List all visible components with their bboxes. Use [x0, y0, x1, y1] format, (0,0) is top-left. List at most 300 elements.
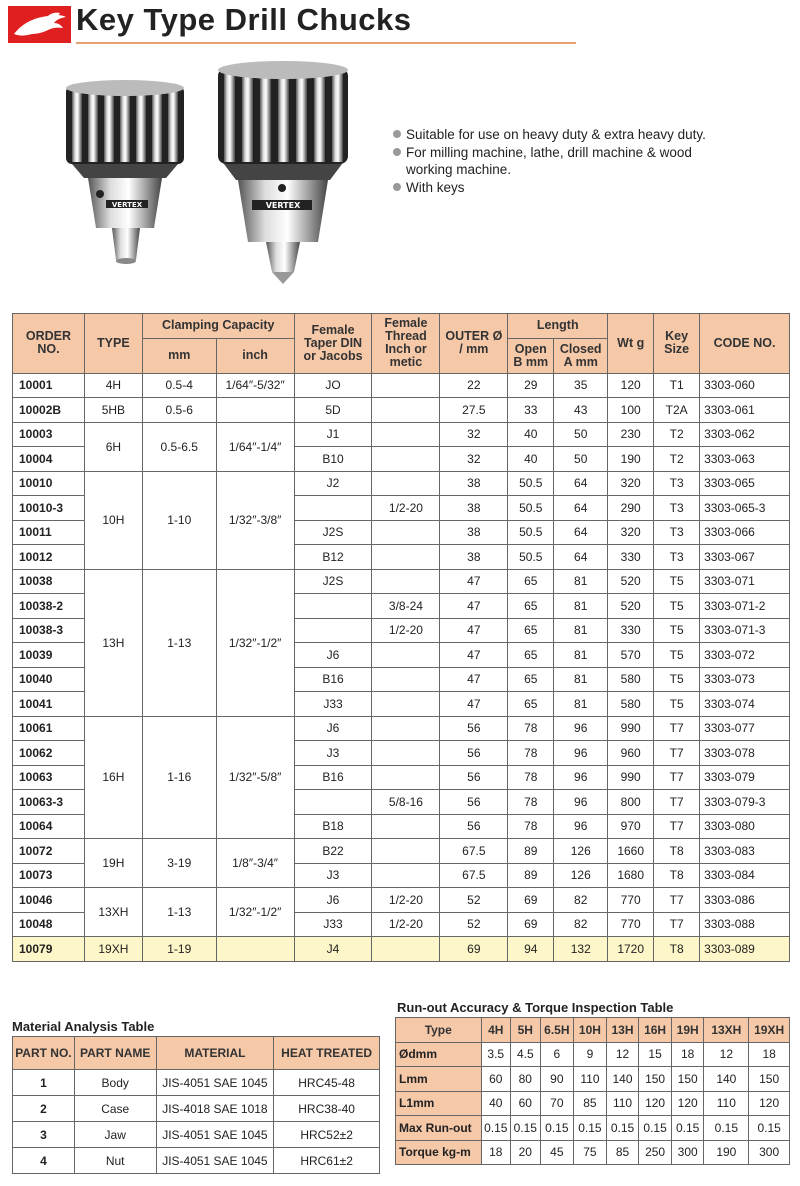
brand-logo: [8, 6, 71, 43]
outer-diameter-cell: 47: [440, 692, 508, 717]
type-cell: 16H: [84, 716, 142, 839]
key-size-cell: T7: [654, 765, 700, 790]
key-size-cell: T7: [654, 912, 700, 937]
clamping-inch-cell: [216, 937, 294, 962]
header-mm: mm: [142, 338, 216, 373]
clamping-mm-cell: 0.5-6: [142, 398, 216, 423]
length-open-cell: 65: [508, 643, 554, 668]
key-size-cell: T5: [654, 667, 700, 692]
row-label-cell: L1mm: [396, 1091, 482, 1116]
female-thread-cell: [372, 839, 440, 864]
order-no-cell: 10010-3: [13, 496, 85, 521]
code-no-cell: 3303-080: [700, 814, 790, 839]
value-cell: 80: [511, 1067, 541, 1092]
row-label-cell: Ødmm: [396, 1042, 482, 1067]
material-analysis-table: [12, 1036, 380, 1174]
value-cell: 0.15: [511, 1116, 541, 1141]
order-no-cell: 10064: [13, 814, 85, 839]
weight-cell: 520: [608, 594, 654, 619]
type-header-cell: 6.5H: [540, 1018, 574, 1043]
header-female-thread: Female Thread Inch or metic: [372, 314, 440, 374]
value-cell: 12: [704, 1042, 749, 1067]
length-closed-cell: 126: [554, 839, 608, 864]
length-closed-cell: 82: [554, 888, 608, 913]
table-row: [13, 1070, 380, 1096]
length-closed-cell: 64: [554, 496, 608, 521]
code-no-cell: 3303-066: [700, 520, 790, 545]
header-heat-treated: HEAT TREATED: [274, 1037, 380, 1070]
table-row: [13, 1096, 380, 1122]
length-closed-cell: 96: [554, 814, 608, 839]
weight-cell: 770: [608, 888, 654, 913]
key-size-cell: T3: [654, 520, 700, 545]
feature-item-continuation: working machine.: [406, 162, 512, 177]
code-no-cell: 3303-063: [700, 447, 790, 472]
outer-diameter-cell: 32: [440, 422, 508, 447]
code-no-cell: 3303-067: [700, 545, 790, 570]
length-open-cell: 94: [508, 937, 554, 962]
female-thread-cell: 1/2-20: [372, 618, 440, 643]
weight-cell: 960: [608, 741, 654, 766]
code-no-cell: 3303-077: [700, 716, 790, 741]
type-cell: 13XH: [84, 888, 142, 937]
value-cell: 0.15: [671, 1116, 704, 1141]
heat-treated-cell: HRC52±2: [274, 1122, 380, 1148]
weight-cell: 230: [608, 422, 654, 447]
female-thread-cell: [372, 447, 440, 472]
length-closed-cell: 50: [554, 447, 608, 472]
female-thread-cell: [372, 643, 440, 668]
outer-diameter-cell: 32: [440, 447, 508, 472]
outer-diameter-cell: 69: [440, 937, 508, 962]
length-closed-cell: 132: [554, 937, 608, 962]
length-open-cell: 65: [508, 667, 554, 692]
part-no-cell: 2: [13, 1096, 75, 1122]
value-cell: 85: [606, 1140, 639, 1165]
value-cell: 110: [574, 1067, 607, 1092]
code-no-cell: 3303-072: [700, 643, 790, 668]
header-type: Type: [396, 1018, 482, 1043]
length-open-cell: 40: [508, 447, 554, 472]
type-header-cell: 4H: [481, 1018, 511, 1043]
outer-diameter-cell: 67.5: [440, 839, 508, 864]
female-thread-cell: [372, 937, 440, 962]
order-no-cell: 10003: [13, 422, 85, 447]
outer-diameter-cell: 22: [440, 373, 508, 398]
outer-diameter-cell: 47: [440, 594, 508, 619]
value-cell: 0.15: [481, 1116, 511, 1141]
length-closed-cell: 96: [554, 716, 608, 741]
outer-diameter-cell: 56: [440, 741, 508, 766]
table-row: [13, 471, 790, 496]
length-closed-cell: 43: [554, 398, 608, 423]
clamping-inch-cell: 1/32″-3/8″: [216, 471, 294, 569]
female-taper-cell: J2S: [294, 569, 372, 594]
clamping-inch-cell: 1/64″-1/4″: [216, 422, 294, 471]
value-cell: 150: [749, 1067, 790, 1092]
type-cell: 5HB: [84, 398, 142, 423]
key-size-cell: T2: [654, 422, 700, 447]
value-cell: 60: [481, 1067, 511, 1092]
header-clamping-capacity: Clamping Capacity: [142, 314, 294, 339]
length-closed-cell: 81: [554, 569, 608, 594]
page-title: Key Type Drill Chucks: [76, 2, 412, 37]
outer-diameter-cell: 38: [440, 545, 508, 570]
weight-cell: 330: [608, 618, 654, 643]
part-name-cell: Nut: [74, 1148, 156, 1174]
order-no-cell: 10040: [13, 667, 85, 692]
female-taper-cell: J6: [294, 716, 372, 741]
vertex-logo-text: VERTEX: [111, 201, 143, 209]
code-no-cell: 3303-062: [700, 422, 790, 447]
weight-cell: 570: [608, 643, 654, 668]
female-taper-cell: J6: [294, 643, 372, 668]
female-taper-cell: B16: [294, 667, 372, 692]
material-cell: JIS-4051 SAE 1045: [156, 1122, 274, 1148]
value-cell: 140: [704, 1067, 749, 1092]
row-label-cell: Lmm: [396, 1067, 482, 1092]
code-no-cell: 3303-086: [700, 888, 790, 913]
length-closed-cell: 35: [554, 373, 608, 398]
code-no-cell: 3303-084: [700, 863, 790, 888]
clamping-mm-cell: 1-13: [142, 888, 216, 937]
outer-diameter-cell: 56: [440, 790, 508, 815]
length-closed-cell: 96: [554, 765, 608, 790]
header-type: TYPE: [84, 314, 142, 374]
key-size-cell: T3: [654, 496, 700, 521]
female-thread-cell: [372, 422, 440, 447]
code-no-cell: 3303-073: [700, 667, 790, 692]
weight-cell: 190: [608, 447, 654, 472]
length-closed-cell: 64: [554, 545, 608, 570]
code-no-cell: 3303-065-3: [700, 496, 790, 521]
female-taper-cell: J4: [294, 937, 372, 962]
feature-item: Suitable for use on heavy duty & extra heavy duty.: [393, 126, 706, 144]
key-size-cell: T3: [654, 471, 700, 496]
part-no-cell: 4: [13, 1148, 75, 1174]
female-thread-cell: [372, 373, 440, 398]
length-open-cell: 65: [508, 618, 554, 643]
key-size-cell: T7: [654, 741, 700, 766]
table-row: [13, 716, 790, 741]
clamping-mm-cell: 3-19: [142, 839, 216, 888]
length-open-cell: 50.5: [508, 471, 554, 496]
weight-cell: 580: [608, 667, 654, 692]
type-header-cell: 13XH: [704, 1018, 749, 1043]
value-cell: 12: [606, 1042, 639, 1067]
female-taper-cell: 5D: [294, 398, 372, 423]
female-thread-cell: 5/8-16: [372, 790, 440, 815]
length-closed-cell: 81: [554, 667, 608, 692]
clamping-inch-cell: 1/32″-1/2″: [216, 569, 294, 716]
part-name-cell: Case: [74, 1096, 156, 1122]
spec-table-body: [13, 373, 790, 961]
key-size-cell: T3: [654, 545, 700, 570]
order-no-cell: 10004: [13, 447, 85, 472]
row-label-cell: Torque kg-m: [396, 1140, 482, 1165]
female-taper-cell: B22: [294, 839, 372, 864]
order-no-cell: 10038: [13, 569, 85, 594]
key-size-cell: T2A: [654, 398, 700, 423]
value-cell: 120: [671, 1091, 704, 1116]
length-open-cell: 89: [508, 863, 554, 888]
title-underline: [76, 42, 576, 44]
value-cell: 9: [574, 1042, 607, 1067]
female-taper-cell: JO: [294, 373, 372, 398]
outer-diameter-cell: 52: [440, 912, 508, 937]
length-closed-cell: 50: [554, 422, 608, 447]
value-cell: 110: [704, 1091, 749, 1116]
header-closed: Closed A mm: [554, 338, 608, 373]
female-taper-cell: B16: [294, 765, 372, 790]
code-no-cell: 3303-065: [700, 471, 790, 496]
outer-diameter-cell: 27.5: [440, 398, 508, 423]
value-cell: 110: [606, 1091, 639, 1116]
feature-item: For milling machine, lathe, drill machine & wood: [393, 144, 706, 162]
female-thread-cell: 1/2-20: [372, 912, 440, 937]
female-taper-cell: J2S: [294, 520, 372, 545]
runout-table-title: Run-out Accuracy & Torque Inspection Table: [397, 1000, 674, 1015]
table-row: [396, 1042, 790, 1067]
female-taper-cell: [294, 594, 372, 619]
outer-diameter-cell: 52: [440, 888, 508, 913]
header-length: Length: [508, 314, 608, 339]
table-row: [13, 888, 790, 913]
header-weight: Wt g: [608, 314, 654, 374]
table-row: [13, 373, 790, 398]
value-cell: 60: [511, 1091, 541, 1116]
weight-cell: 320: [608, 471, 654, 496]
length-open-cell: 78: [508, 814, 554, 839]
weight-cell: 1720: [608, 937, 654, 962]
order-no-cell: 10079: [13, 937, 85, 962]
clamping-mm-cell: 1-10: [142, 471, 216, 569]
outer-diameter-cell: 56: [440, 765, 508, 790]
order-no-cell: 10002B: [13, 398, 85, 423]
female-taper-cell: [294, 790, 372, 815]
value-cell: 0.15: [606, 1116, 639, 1141]
weight-cell: 970: [608, 814, 654, 839]
order-no-cell: 10010: [13, 471, 85, 496]
weight-cell: 990: [608, 765, 654, 790]
female-taper-cell: B12: [294, 545, 372, 570]
length-closed-cell: 96: [554, 741, 608, 766]
value-cell: 0.15: [639, 1116, 672, 1141]
order-no-cell: 10001: [13, 373, 85, 398]
value-cell: 18: [481, 1140, 511, 1165]
row-label-cell: Max Run-out: [396, 1116, 482, 1141]
material-table-body: [13, 1070, 380, 1174]
length-open-cell: 29: [508, 373, 554, 398]
type-header-cell: 19XH: [749, 1018, 790, 1043]
length-open-cell: 65: [508, 594, 554, 619]
material-cell: JIS-4051 SAE 1045: [156, 1148, 274, 1174]
weight-cell: 1660: [608, 839, 654, 864]
order-no-cell: 10073: [13, 863, 85, 888]
header-order-no: ORDER NO.: [13, 314, 85, 374]
code-no-cell: 3303-079: [700, 765, 790, 790]
female-thread-cell: [372, 471, 440, 496]
type-cell: 19XH: [84, 937, 142, 962]
key-size-cell: T5: [654, 569, 700, 594]
vertex-logo-text: VERTEX: [265, 201, 301, 210]
clamping-mm-cell: 1-16: [142, 716, 216, 839]
table-row: [396, 1067, 790, 1092]
length-open-cell: 78: [508, 790, 554, 815]
value-cell: 75: [574, 1140, 607, 1165]
value-cell: 300: [749, 1140, 790, 1165]
code-no-cell: 3303-088: [700, 912, 790, 937]
order-no-cell: 10061: [13, 716, 85, 741]
table-row: [13, 398, 790, 423]
weight-cell: 580: [608, 692, 654, 717]
female-thread-cell: [372, 863, 440, 888]
outer-diameter-cell: 47: [440, 667, 508, 692]
value-cell: 120: [639, 1091, 672, 1116]
table-row: [396, 1140, 790, 1165]
value-cell: 45: [540, 1140, 574, 1165]
weight-cell: 1680: [608, 863, 654, 888]
header-open: Open B mm: [508, 338, 554, 373]
weight-cell: 290: [608, 496, 654, 521]
header-material: MATERIAL: [156, 1037, 274, 1070]
type-cell: 19H: [84, 839, 142, 888]
length-open-cell: 65: [508, 569, 554, 594]
length-open-cell: 50.5: [508, 545, 554, 570]
material-cell: JIS-4018 SAE 1018: [156, 1096, 274, 1122]
outer-diameter-cell: 47: [440, 643, 508, 668]
length-open-cell: 50.5: [508, 496, 554, 521]
female-thread-cell: [372, 545, 440, 570]
key-size-cell: T8: [654, 863, 700, 888]
clamping-mm-cell: 1-13: [142, 569, 216, 716]
length-open-cell: 89: [508, 839, 554, 864]
table-row: [13, 937, 790, 962]
value-cell: 150: [639, 1067, 672, 1092]
header-female-taper: Female Taper DIN or Jacobs: [294, 314, 372, 374]
order-no-cell: 10048: [13, 912, 85, 937]
clamping-mm-cell: 0.5-4: [142, 373, 216, 398]
value-cell: 18: [671, 1042, 704, 1067]
clamping-inch-cell: 1/8″-3/4″: [216, 839, 294, 888]
order-no-cell: 10072: [13, 839, 85, 864]
length-open-cell: 40: [508, 422, 554, 447]
key-size-cell: T1: [654, 373, 700, 398]
length-open-cell: 78: [508, 716, 554, 741]
clamping-inch-cell: 1/32″-5/8″: [216, 716, 294, 839]
value-cell: 250: [639, 1140, 672, 1165]
length-closed-cell: 64: [554, 520, 608, 545]
value-cell: 40: [481, 1091, 511, 1116]
weight-cell: 120: [608, 373, 654, 398]
feature-list: [393, 126, 706, 196]
header-part-name: PART NAME: [74, 1037, 156, 1070]
table-row: [13, 1122, 380, 1148]
heat-treated-cell: HRC61±2: [274, 1148, 380, 1174]
length-open-cell: 69: [508, 912, 554, 937]
order-no-cell: 10038-3: [13, 618, 85, 643]
female-thread-cell: [372, 569, 440, 594]
weight-cell: 330: [608, 545, 654, 570]
length-open-cell: 50.5: [508, 520, 554, 545]
weight-cell: 100: [608, 398, 654, 423]
length-closed-cell: 126: [554, 863, 608, 888]
value-cell: 70: [540, 1091, 574, 1116]
length-open-cell: 78: [508, 741, 554, 766]
outer-diameter-cell: 47: [440, 618, 508, 643]
type-header-cell: 10H: [574, 1018, 607, 1043]
order-no-cell: 10046: [13, 888, 85, 913]
female-thread-cell: [372, 398, 440, 423]
value-cell: 300: [671, 1140, 704, 1165]
value-cell: 20: [511, 1140, 541, 1165]
key-size-cell: T7: [654, 790, 700, 815]
female-thread-cell: [372, 520, 440, 545]
female-taper-cell: J6: [294, 888, 372, 913]
value-cell: 18: [749, 1042, 790, 1067]
code-no-cell: 3303-071: [700, 569, 790, 594]
drill-chuck-large-image: [214, 60, 356, 286]
clamping-mm-cell: 0.5-6.5: [142, 422, 216, 471]
order-no-cell: 10041: [13, 692, 85, 717]
female-taper-cell: J3: [294, 863, 372, 888]
outer-diameter-cell: 38: [440, 520, 508, 545]
order-no-cell: 10038-2: [13, 594, 85, 619]
value-cell: 85: [574, 1091, 607, 1116]
length-closed-cell: 96: [554, 790, 608, 815]
type-header-cell: 5H: [511, 1018, 541, 1043]
material-table-title: Material Analysis Table: [12, 1019, 155, 1034]
header-outer: OUTER Ø / mm: [440, 314, 508, 374]
value-cell: 150: [671, 1067, 704, 1092]
clamping-inch-cell: 1/32″-1/2″: [216, 888, 294, 937]
value-cell: 190: [704, 1140, 749, 1165]
value-cell: 3.5: [481, 1042, 511, 1067]
value-cell: 0.15: [704, 1116, 749, 1141]
order-no-cell: 10063-3: [13, 790, 85, 815]
type-header-cell: 19H: [671, 1018, 704, 1043]
outer-diameter-cell: 38: [440, 471, 508, 496]
key-size-cell: T7: [654, 888, 700, 913]
female-taper-cell: J2: [294, 471, 372, 496]
drill-chuck-spec-table: [12, 313, 790, 962]
code-no-cell: 3303-060: [700, 373, 790, 398]
table-row: [396, 1116, 790, 1141]
female-taper-cell: B18: [294, 814, 372, 839]
type-header-cell: 13H: [606, 1018, 639, 1043]
outer-diameter-cell: 47: [440, 569, 508, 594]
length-closed-cell: 64: [554, 471, 608, 496]
type-cell: 4H: [84, 373, 142, 398]
table-row: [396, 1091, 790, 1116]
order-no-cell: 10012: [13, 545, 85, 570]
code-no-cell: 3303-061: [700, 398, 790, 423]
key-size-cell: T8: [654, 839, 700, 864]
type-cell: 6H: [84, 422, 142, 471]
value-cell: 0.15: [574, 1116, 607, 1141]
outer-diameter-cell: 67.5: [440, 863, 508, 888]
length-closed-cell: 82: [554, 912, 608, 937]
key-size-cell: T5: [654, 643, 700, 668]
type-header-cell: 16H: [639, 1018, 672, 1043]
weight-cell: 800: [608, 790, 654, 815]
clamping-inch-cell: [216, 398, 294, 423]
value-cell: 6: [540, 1042, 574, 1067]
order-no-cell: 10011: [13, 520, 85, 545]
female-thread-cell: [372, 692, 440, 717]
table-row: [13, 1148, 380, 1174]
value-cell: 0.15: [749, 1116, 790, 1141]
